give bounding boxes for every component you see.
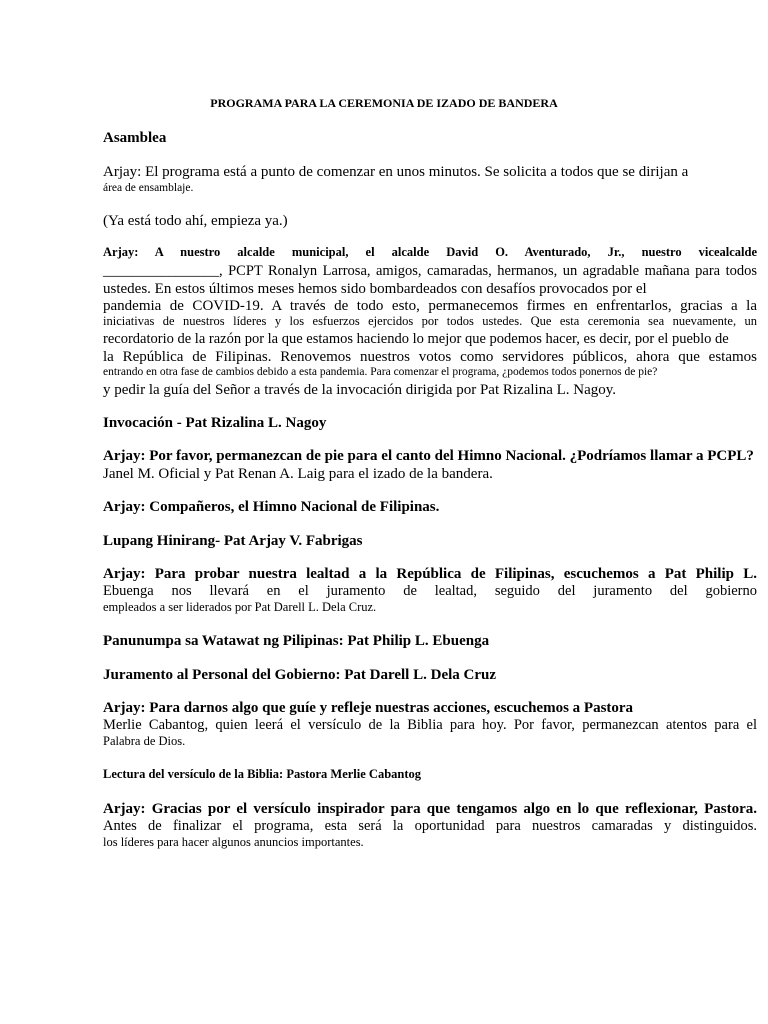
welcome-line-2: ________________, PCPT Ronalyn Larrosa, amigos, camaradas, hermanos, un agradable mañana para todos <box>103 263 757 279</box>
heading-panunumpa: Panunumpa sa Watawat ng Pilipinas: Pat Philip L. Ebuenga <box>103 633 490 649</box>
welcome-line-8: entrando en otra fase de cambios debido a esta pandemia. Para comenzar el programa, ¿podemos todos ponernos de pie? <box>103 366 658 378</box>
section-heading-asamblea: Asamblea <box>103 130 167 146</box>
heading-lupang-hinirang: Lupang Hinirang- Pat Arjay V. Fabrigas <box>103 533 363 549</box>
paragraph-pastora <box>103 699 757 749</box>
heading-invocacion: Invocación - Pat Rizalina L. Nagoy <box>103 415 327 431</box>
himno-line-2: Janel M. Oficial y Pat Renan A. Laig para el izado de la bandera. <box>103 466 493 483</box>
pastora-line-2: Merlie Cabantog, quien leerá el versículo de la Biblia para hoy. Por favor, permanezcan atentos para el <box>103 717 757 733</box>
heading-lectura: Lectura del versículo de la Biblia: Pastora Merlie Cabantog <box>103 767 422 781</box>
intro-line-2: área de ensamblaje. <box>103 182 194 195</box>
paragraph-welcome <box>103 245 757 398</box>
pastora-line-1: Arjay: Para darnos algo que guíe y refleje nuestras acciones, escuchemos a Pastora <box>103 700 634 716</box>
gracias-line-1: Arjay: Gracias por el versículo inspirador para que tengamos algo en lo que reflexionar, Pastora. <box>103 801 757 817</box>
lealtad-line-1: Arjay: Para probar nuestra lealtad a la República de Filipinas, escuchemos a Pat Philip L. <box>103 566 757 582</box>
welcome-line-1: Arjay: A nuestro alcalde municipal, el alcalde David O. Aventurado, Jr., nuestro vicealcalde <box>103 245 757 259</box>
paragraph-lealtad <box>103 565 757 615</box>
welcome-line-5: iniciativas de nuestros líderes y los esfuerzos ejercidos por todos ustedes. Que esta ceremonia sea nuevamente, un <box>103 314 757 328</box>
paragraph-companeros: Arjay: Compañeros, el Himno Nacional de Filipinas. <box>103 499 440 515</box>
intro-line-1: Arjay: El programa está a punto de comenzar en unos minutos. Se solicita a todos que se dirijan a <box>103 164 689 180</box>
paragraph-ya-esta: (Ya está todo ahí, empieza ya.) <box>103 213 288 229</box>
document-title: PROGRAMA PARA LA CEREMONIA DE IZADO DE BANDERA <box>210 96 558 110</box>
gracias-line-3: los líderes para hacer algunos anuncios importantes. <box>103 835 364 849</box>
paragraph-himno-request <box>103 447 757 484</box>
paragraph-gracias <box>103 800 757 850</box>
welcome-line-6: recordatorio de la razón por la que estamos haciendo lo mejor que podemos hacer, es decir, por el pueblo de <box>103 331 729 347</box>
welcome-line-7: la República de Filipinas. Renovemos nuestros votos como servidores públicos, ahora que estamos <box>103 349 757 365</box>
welcome-line-3: ustedes. En estos últimos meses hemos sido bombardeados con desafíos provocados por el <box>103 281 647 297</box>
welcome-line-9: y pedir la guía del Señor a través de la invocación dirigida por Pat Rizalina L. Nagoy. <box>103 382 617 398</box>
gracias-line-2: Antes de finalizar el programa, esta será la oportunidad para nuestros camaradas y distinguidos. <box>103 818 757 834</box>
pastora-line-3: Palabra de Dios. <box>103 734 186 748</box>
himno-line-1: Arjay: Por favor, permanezcan de pie para el canto del Himno Nacional. ¿Podríamos llamar a PCPL? <box>103 448 754 464</box>
welcome-line-4: pandemia de COVID-19. A través de todo esto, permanecemos firmes en enfrentarlos, gracias a la <box>103 298 757 314</box>
paragraph-intro <box>103 163 757 195</box>
lealtad-line-2: Ebuenga nos llevará en el juramento de lealtad, seguido del juramento del gobierno <box>103 583 757 599</box>
heading-juramento: Juramento al Personal del Gobierno: Pat Darell L. Dela Cruz <box>103 667 497 683</box>
lealtad-line-3: empleados a ser liderados por Pat Darell L. Dela Cruz. <box>103 600 377 614</box>
